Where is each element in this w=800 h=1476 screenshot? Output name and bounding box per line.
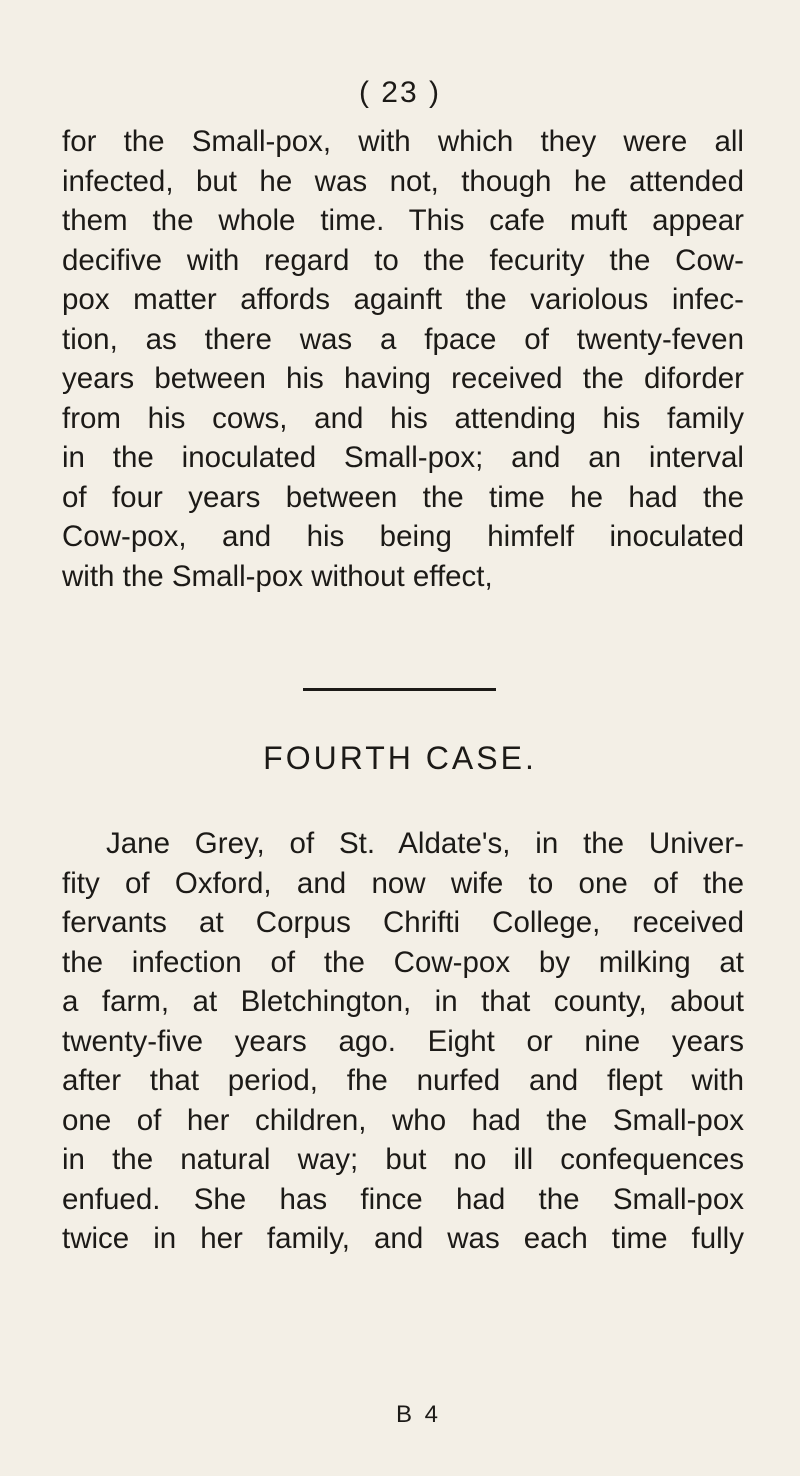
text-line: years between his having received the diforder [62, 362, 744, 395]
section-divider [303, 688, 496, 691]
text-line: of four years between the time he had the [62, 480, 744, 514]
text-line: twenty-five years ago. Eight or nine years [62, 1024, 744, 1058]
text-line: with the Small-pox without effect, [62, 559, 493, 593]
text-line: for the Small-pox, with which they were all [62, 125, 744, 158]
text-line: Jane Grey, of St. Aldate's, in the Univer- [106, 827, 744, 860]
text-line: Cow-pox, and his being himfelf inoculated [62, 520, 744, 553]
text-line: in the natural way; but no ill confequences [62, 1143, 744, 1176]
text-line: in the inoculated Small-pox; and an interval [62, 441, 744, 474]
signature-mark: B 4 [396, 1401, 442, 1428]
text-line: one of her children, who had the Small-pox [62, 1103, 744, 1137]
text-line: fervants at Corpus Chrifti College, received [62, 906, 744, 939]
text-line: infected, but he was not, though he attended [62, 164, 744, 198]
text-line: a farm, at Bletchington, in that county, about [62, 985, 744, 1018]
text-line: from his cows, and his attending his family [62, 401, 744, 435]
case-heading: FOURTH CASE. [263, 740, 537, 776]
text-line: tion, as there was a fpace of twenty-feven [62, 322, 744, 356]
continuation-paragraph [62, 122, 744, 596]
text-line: the infection of the Cow-pox by milking at [62, 945, 744, 979]
text-line: them the whole time. This cafe muft appear [62, 204, 744, 237]
text-line: pox matter affords againft the variolous infec- [62, 283, 744, 316]
text-line: decifive with regard to the fecurity the Cow- [62, 243, 744, 277]
page-number-header: ( 23 ) [358, 76, 442, 109]
text-line: fity of Oxford, and now wife to one of the [62, 866, 744, 900]
fourth-case-paragraph [62, 824, 744, 1259]
text-line: twice in her family, and was each time fully [62, 1222, 744, 1255]
text-line: after that period, fhe nurfed and flept with [62, 1064, 744, 1097]
text-line: enfued. She has fince had the Small-pox [62, 1182, 744, 1216]
